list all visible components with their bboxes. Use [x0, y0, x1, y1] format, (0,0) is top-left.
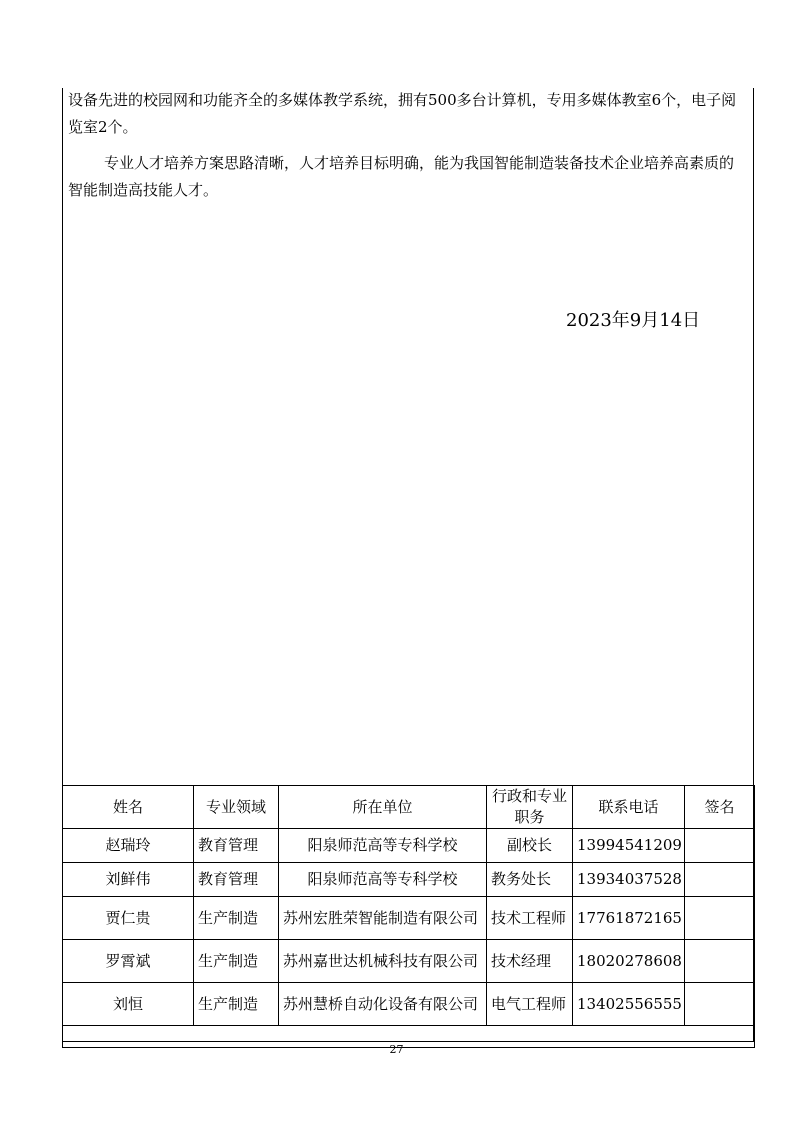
- cell-org: 苏州宏胜荣智能制造有限公司: [279, 897, 487, 940]
- cell-signature: [685, 940, 755, 983]
- table-row: [63, 863, 755, 897]
- header-name: 姓名: [63, 786, 194, 829]
- cell-name: 贾仁贵: [63, 897, 194, 940]
- header-signature: 签名: [685, 786, 755, 829]
- cell-signature: [685, 897, 755, 940]
- cell-role: 技术经理: [487, 940, 573, 983]
- cell-phone: 13934037528: [573, 863, 685, 897]
- cell-signature: [685, 863, 755, 897]
- table-row: [63, 897, 755, 940]
- cell-name: 赵瑞玲: [63, 829, 194, 863]
- cell-phone: 13994541209: [573, 829, 685, 863]
- page-number: 27: [389, 1043, 404, 1056]
- cell-field: 教育管理: [194, 829, 279, 863]
- cell-role: 电气工程师: [487, 983, 573, 1026]
- cell-role: 技术工程师: [487, 897, 573, 940]
- cell-phone: 18020278608: [573, 940, 685, 983]
- header-field: 专业领域: [194, 786, 279, 829]
- cell-field: 生产制造: [194, 897, 279, 940]
- header-role: 行政和专业职务: [487, 786, 573, 829]
- cell-name: 刘恒: [63, 983, 194, 1026]
- expert-members-table: [62, 785, 755, 1048]
- paragraph-facilities: 设备先进的校园网和功能齐全的多媒体教学系统，拥有500多台计算机，专用多媒体教室6个，电子阅览室2个。: [68, 91, 737, 136]
- cell-phone: 13402556555: [573, 983, 685, 1026]
- cell-field: 生产制造: [194, 983, 279, 1026]
- table-row: [63, 829, 755, 863]
- cell-name: 罗霄斌: [63, 940, 194, 983]
- cell-org: 阳泉师范高等专科学校: [279, 863, 487, 897]
- cell-role: 教务处长: [487, 863, 573, 897]
- cell-field: 教育管理: [194, 863, 279, 897]
- table-row: [63, 940, 755, 983]
- cell-phone: 17761872165: [573, 897, 685, 940]
- signature-date: 2023年9月14日: [566, 310, 701, 331]
- cell-role: 副校长: [487, 829, 573, 863]
- paragraph-program-evaluation: 专业人才培养方案思路清晰，人才培养目标明确，能为我国智能制造装备技术企业培养高素质的智能制造高技能人才。: [68, 154, 735, 199]
- cell-org: 苏州嘉世达机械科技有限公司: [279, 940, 487, 983]
- header-phone: 联系电话: [573, 786, 685, 829]
- cell-org: 苏州慧桥自动化设备有限公司: [279, 983, 487, 1026]
- cell-signature: [685, 983, 755, 1026]
- header-org: 所在单位: [279, 786, 487, 829]
- cell-name: 刘鲜伟: [63, 863, 194, 897]
- cell-field: 生产制造: [194, 940, 279, 983]
- cell-signature: [685, 829, 755, 863]
- table-row: [63, 983, 755, 1026]
- table-header-row: [63, 786, 755, 829]
- cell-org: 阳泉师范高等专科学校: [279, 829, 487, 863]
